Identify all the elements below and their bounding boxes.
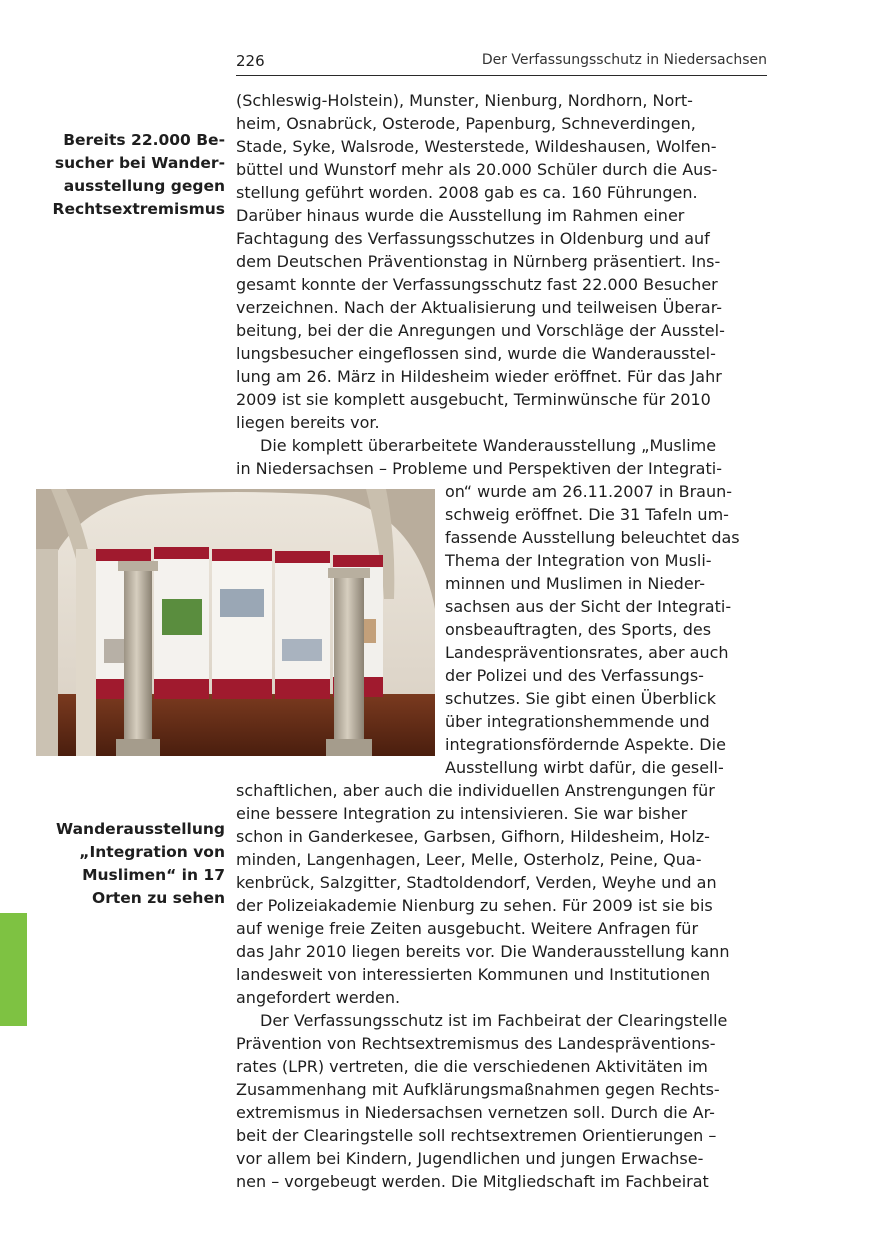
body-line: gesamt konnte der Verfassungsschutz fast 22.000 Besucher [236,275,718,294]
body-line: Prävention von Rechtsextremismus des Landespräventions- [236,1034,716,1053]
body-line: on“ wurde am 26.11.2007 in Braun- [445,482,733,501]
margin-note-line: Wanderausstellung [56,820,225,838]
body-line: auf wenige freie Zeiten ausgebucht. Weitere Anfragen für [236,919,699,938]
body-line: vor allem bei Kindern, Jugendlichen und jungen Erwachse- [236,1149,704,1168]
body-line: Ausstellung wirbt dafür, die gesell- [445,758,724,777]
body-line: dem Deutschen Präventionstag in Nürnberg präsentiert. Ins- [236,252,721,271]
body-line: beit der Clearingstelle soll rechtsextremen Orientierungen – [236,1126,717,1145]
margin-note-line: Bereits 22.000 Be- [63,131,225,149]
body-line: das Jahr 2010 liegen bereits vor. Die Wanderausstellung kann [236,942,730,961]
body-line: büttel und Wunstorf mehr als 20.000 Schüler durch die Aus- [236,160,718,179]
body-line: onsbeauftragten, des Sports, des [445,620,712,639]
body-line: nen – vorgebeugt werden. Die Mitgliedschaft im Fachbeirat [236,1172,709,1191]
body-line: schweig eröffnet. Die 31 Tafeln um- [445,505,729,524]
exhibition-photo [36,489,435,756]
body-line: integrationsfördernde Aspekte. Die [445,735,726,754]
body-line: lung am 26. März in Hildesheim wieder eröffnet. Für das Jahr [236,367,722,386]
body-line: eine bessere Integration zu intensivieren. Sie war bisher [236,804,688,823]
body-line: angefordert werden. [236,988,401,1007]
body-line: Landespräventionsrates, aber auch [445,643,729,662]
body-line: verzeichnen. Nach der Aktualisierung und teilweisen Überar- [236,298,723,317]
body-line: der Polizei und des Verfassungs- [445,666,704,685]
margin-note-line: „Integration von [79,843,225,861]
margin-note-visitors [25,129,225,221]
body-line: kenbrück, Salzgitter, Stadtoldendorf, Verden, Weyhe und an [236,873,717,892]
body-line: schaftlichen, aber auch die individuellen Anstrengungen für [236,781,715,800]
body-line: der Polizeiakademie Nienburg zu sehen. Für 2009 ist sie bis [236,896,713,915]
body-line: heim, Osnabrück, Osterode, Papenburg, Schneverdingen, [236,114,696,133]
body-line: lungsbesucher eingeflossen sind, wurde die Wanderausstel- [236,344,716,363]
margin-note-line: Muslimen“ in 17 [82,866,225,884]
margin-note-line: ausstellung gegen [63,177,225,195]
body-line: Thema der Integration von Musli- [445,551,712,570]
body-line: minden, Langenhagen, Leer, Melle, Osterholz, Peine, Qua- [236,850,702,869]
margin-note-line: sucher bei Wander- [54,154,225,172]
body-line: stellung geführt worden. 2008 gab es ca. 160 Führungen. [236,183,698,202]
header-rule [236,75,767,76]
margin-note-exhibition [25,818,225,910]
body-line: 2009 ist sie komplett ausgebucht, Terminwünsche für 2010 [236,390,711,409]
body-line: Stade, Syke, Walsrode, Westerstede, Wildeshausen, Wolfen- [236,137,717,156]
body-line: Fachtagung des Verfassungsschutzes in Oldenburg und auf [236,229,710,248]
body-line: minnen und Muslimen in Nieder- [445,574,705,593]
body-line: schutzes. Sie gibt einen Überblick [445,689,716,708]
body-line: Der Verfassungsschutz ist im Fachbeirat der Clearingstelle [260,1011,728,1030]
body-line: Die komplett überarbeitete Wanderausstellung „Muslime [260,436,717,455]
running-title: Der Verfassungsschutz in Niedersachsen [481,52,767,68]
green-section-tab [0,913,27,1026]
body-line: landesweit von interessierten Kommunen und Institutionen [236,965,711,984]
body-line: liegen bereits vor. [236,413,380,432]
body-line: Darüber hinaus wurde die Ausstellung im Rahmen einer [236,206,685,225]
body-line: über integrationshemmende und [445,712,710,731]
margin-note-line: Orten zu sehen [92,889,225,907]
body-line: beitung, bei der die Anregungen und Vorschläge der Ausstel- [236,321,725,340]
body-line: schon in Ganderkesee, Garbsen, Gifhorn, Hildesheim, Holz- [236,827,710,846]
page-number: 226 [236,52,265,70]
body-line: extremismus in Niedersachsen vernetzen soll. Durch die Ar- [236,1103,715,1122]
body-line: Zusammenhang mit Aufklärungsmaßnahmen gegen Rechts- [236,1080,720,1099]
margin-note-line: Rechtsextremismus [52,200,225,218]
body-line: sachsen aus der Sicht der Integrati- [445,597,732,616]
body-line: rates (LPR) vertreten, die die verschiedenen Aktivitäten im [236,1057,708,1076]
body-line: fassende Ausstellung beleuchtet das [445,528,740,547]
body-line: (Schleswig-Holstein), Munster, Nienburg, Nordhorn, Nort- [236,91,693,110]
body-line: in Niedersachsen – Probleme und Perspektiven der Integrati- [236,459,722,478]
